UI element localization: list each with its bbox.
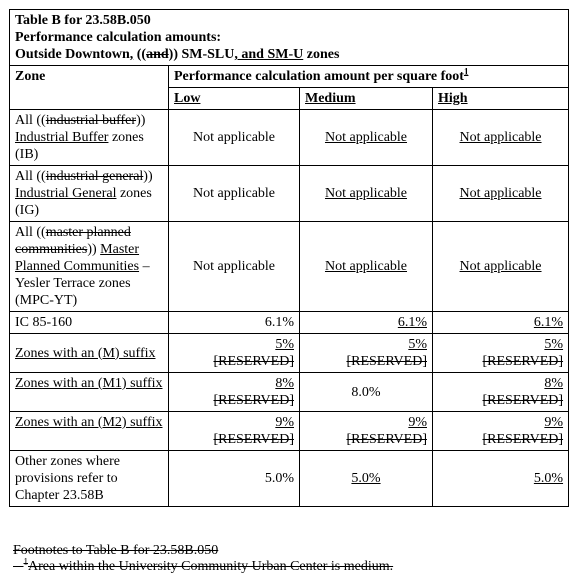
low-header: Low — [169, 88, 300, 110]
high-cell: 6.1% — [433, 312, 569, 334]
table-row — [10, 373, 569, 412]
title-line-2: Performance calculation amounts: — [15, 30, 222, 45]
medium-cell: 8.0% — [300, 373, 433, 412]
footnotes — [13, 543, 393, 575]
high-header: High — [433, 88, 569, 110]
low-cell: 8% [RESERVED] — [169, 373, 300, 412]
deleted-text: [RESERVED] — [213, 432, 294, 447]
performance-table — [9, 9, 569, 507]
high-cell: 8% [RESERVED] — [433, 373, 569, 412]
medium-cell: 9% [RESERVED] — [300, 412, 433, 451]
footnote-title: Footnotes to Table B for 23.58B.050 — [13, 543, 219, 558]
zone-cell: All ((master planned communities)) Master Planned Communities – Yesler Terrace zones (MPC-YT) — [10, 222, 169, 312]
table-row — [10, 412, 569, 451]
deleted-text: [RESERVED] — [346, 432, 427, 447]
deleted-text: [RESERVED] — [346, 354, 427, 369]
zone-cell: Zones with an (M) suffix — [10, 334, 169, 373]
medium-cell: 5% [RESERVED] — [300, 334, 433, 373]
medium-cell: Not applicable — [300, 222, 433, 312]
table-row — [10, 312, 569, 334]
inserted-text: Industrial Buffer — [15, 130, 109, 145]
footnote-marker: 1 — [23, 556, 28, 567]
high-cell: Not applicable — [433, 222, 569, 312]
zone-cell: IC 85-160 — [10, 312, 169, 334]
low-cell: Not applicable — [169, 110, 300, 166]
low-cell: Not applicable — [169, 166, 300, 222]
zone-cell: All ((industrial buffer)) Industrial Buffer zones (IB) — [10, 110, 169, 166]
inserted-text: , — [129, 47, 134, 62]
deleted-text: [RESERVED] — [482, 393, 564, 408]
inserted-text: , and SM-U — [234, 47, 304, 62]
deleted-text: [RESERVED] — [482, 432, 564, 447]
low-cell: Not applicable — [169, 222, 300, 312]
table-row — [10, 110, 569, 166]
high-cell: 5.0% — [433, 451, 569, 507]
deleted-text: [RESERVED] — [213, 393, 294, 408]
high-cell: Not applicable — [433, 110, 569, 166]
medium-header: Medium — [300, 88, 433, 110]
table-title-row — [10, 10, 569, 66]
zone-cell: Zones with an (M2) suffix — [10, 412, 169, 451]
footnote-text: $^1$Area within the University Community Urban Center is medium. — [23, 556, 394, 574]
low-cell: 6.1% — [169, 312, 300, 334]
high-cell: 9% [RESERVED] — [433, 412, 569, 451]
table-row — [10, 222, 569, 312]
high-cell: Not applicable — [433, 166, 569, 222]
medium-cell: 6.1% — [300, 312, 433, 334]
table-title — [10, 10, 569, 66]
perf-header: Performance calculation amount per square foot$^1$ — [169, 66, 569, 88]
footnote-marker: 1 — [463, 66, 469, 77]
table-row — [10, 334, 569, 373]
deleted-text: master planned communities — [15, 225, 131, 257]
deleted-text: and — [146, 47, 169, 62]
header-row — [10, 66, 569, 88]
high-cell: 5% [RESERVED] — [433, 334, 569, 373]
low-cell: 5% [RESERVED] — [169, 334, 300, 373]
table-row — [10, 166, 569, 222]
deleted-text: industrial general — [45, 169, 144, 184]
zone-cell: Other zones where provisions refer to Chapter 23.58B — [10, 451, 169, 507]
deleted-text: industrial buffer — [45, 113, 137, 128]
medium-cell: Not applicable — [300, 110, 433, 166]
title-line-1: Table B for 23.58B.050 — [15, 13, 151, 28]
deleted-text: [RESERVED] — [213, 354, 294, 369]
inserted-text: Industrial General — [15, 186, 117, 201]
title-line-3: Outside Downtown, ((and)) SM-SLU, and SM-U zones — [15, 47, 340, 62]
medium-cell: 5.0% — [300, 451, 433, 507]
zone-cell: All ((industrial general)) Industrial General zones (IG) — [10, 166, 169, 222]
zone-cell: Zones with an (M1) suffix — [10, 373, 169, 412]
medium-cell: Not applicable — [300, 166, 433, 222]
table-row — [10, 451, 569, 507]
zone-header: Zone — [10, 66, 169, 110]
low-cell: 9% [RESERVED] — [169, 412, 300, 451]
deleted-text: [RESERVED] — [482, 354, 564, 369]
inserted-text: Master Planned Communities — [15, 242, 140, 274]
low-cell: 5.0% — [169, 451, 300, 507]
